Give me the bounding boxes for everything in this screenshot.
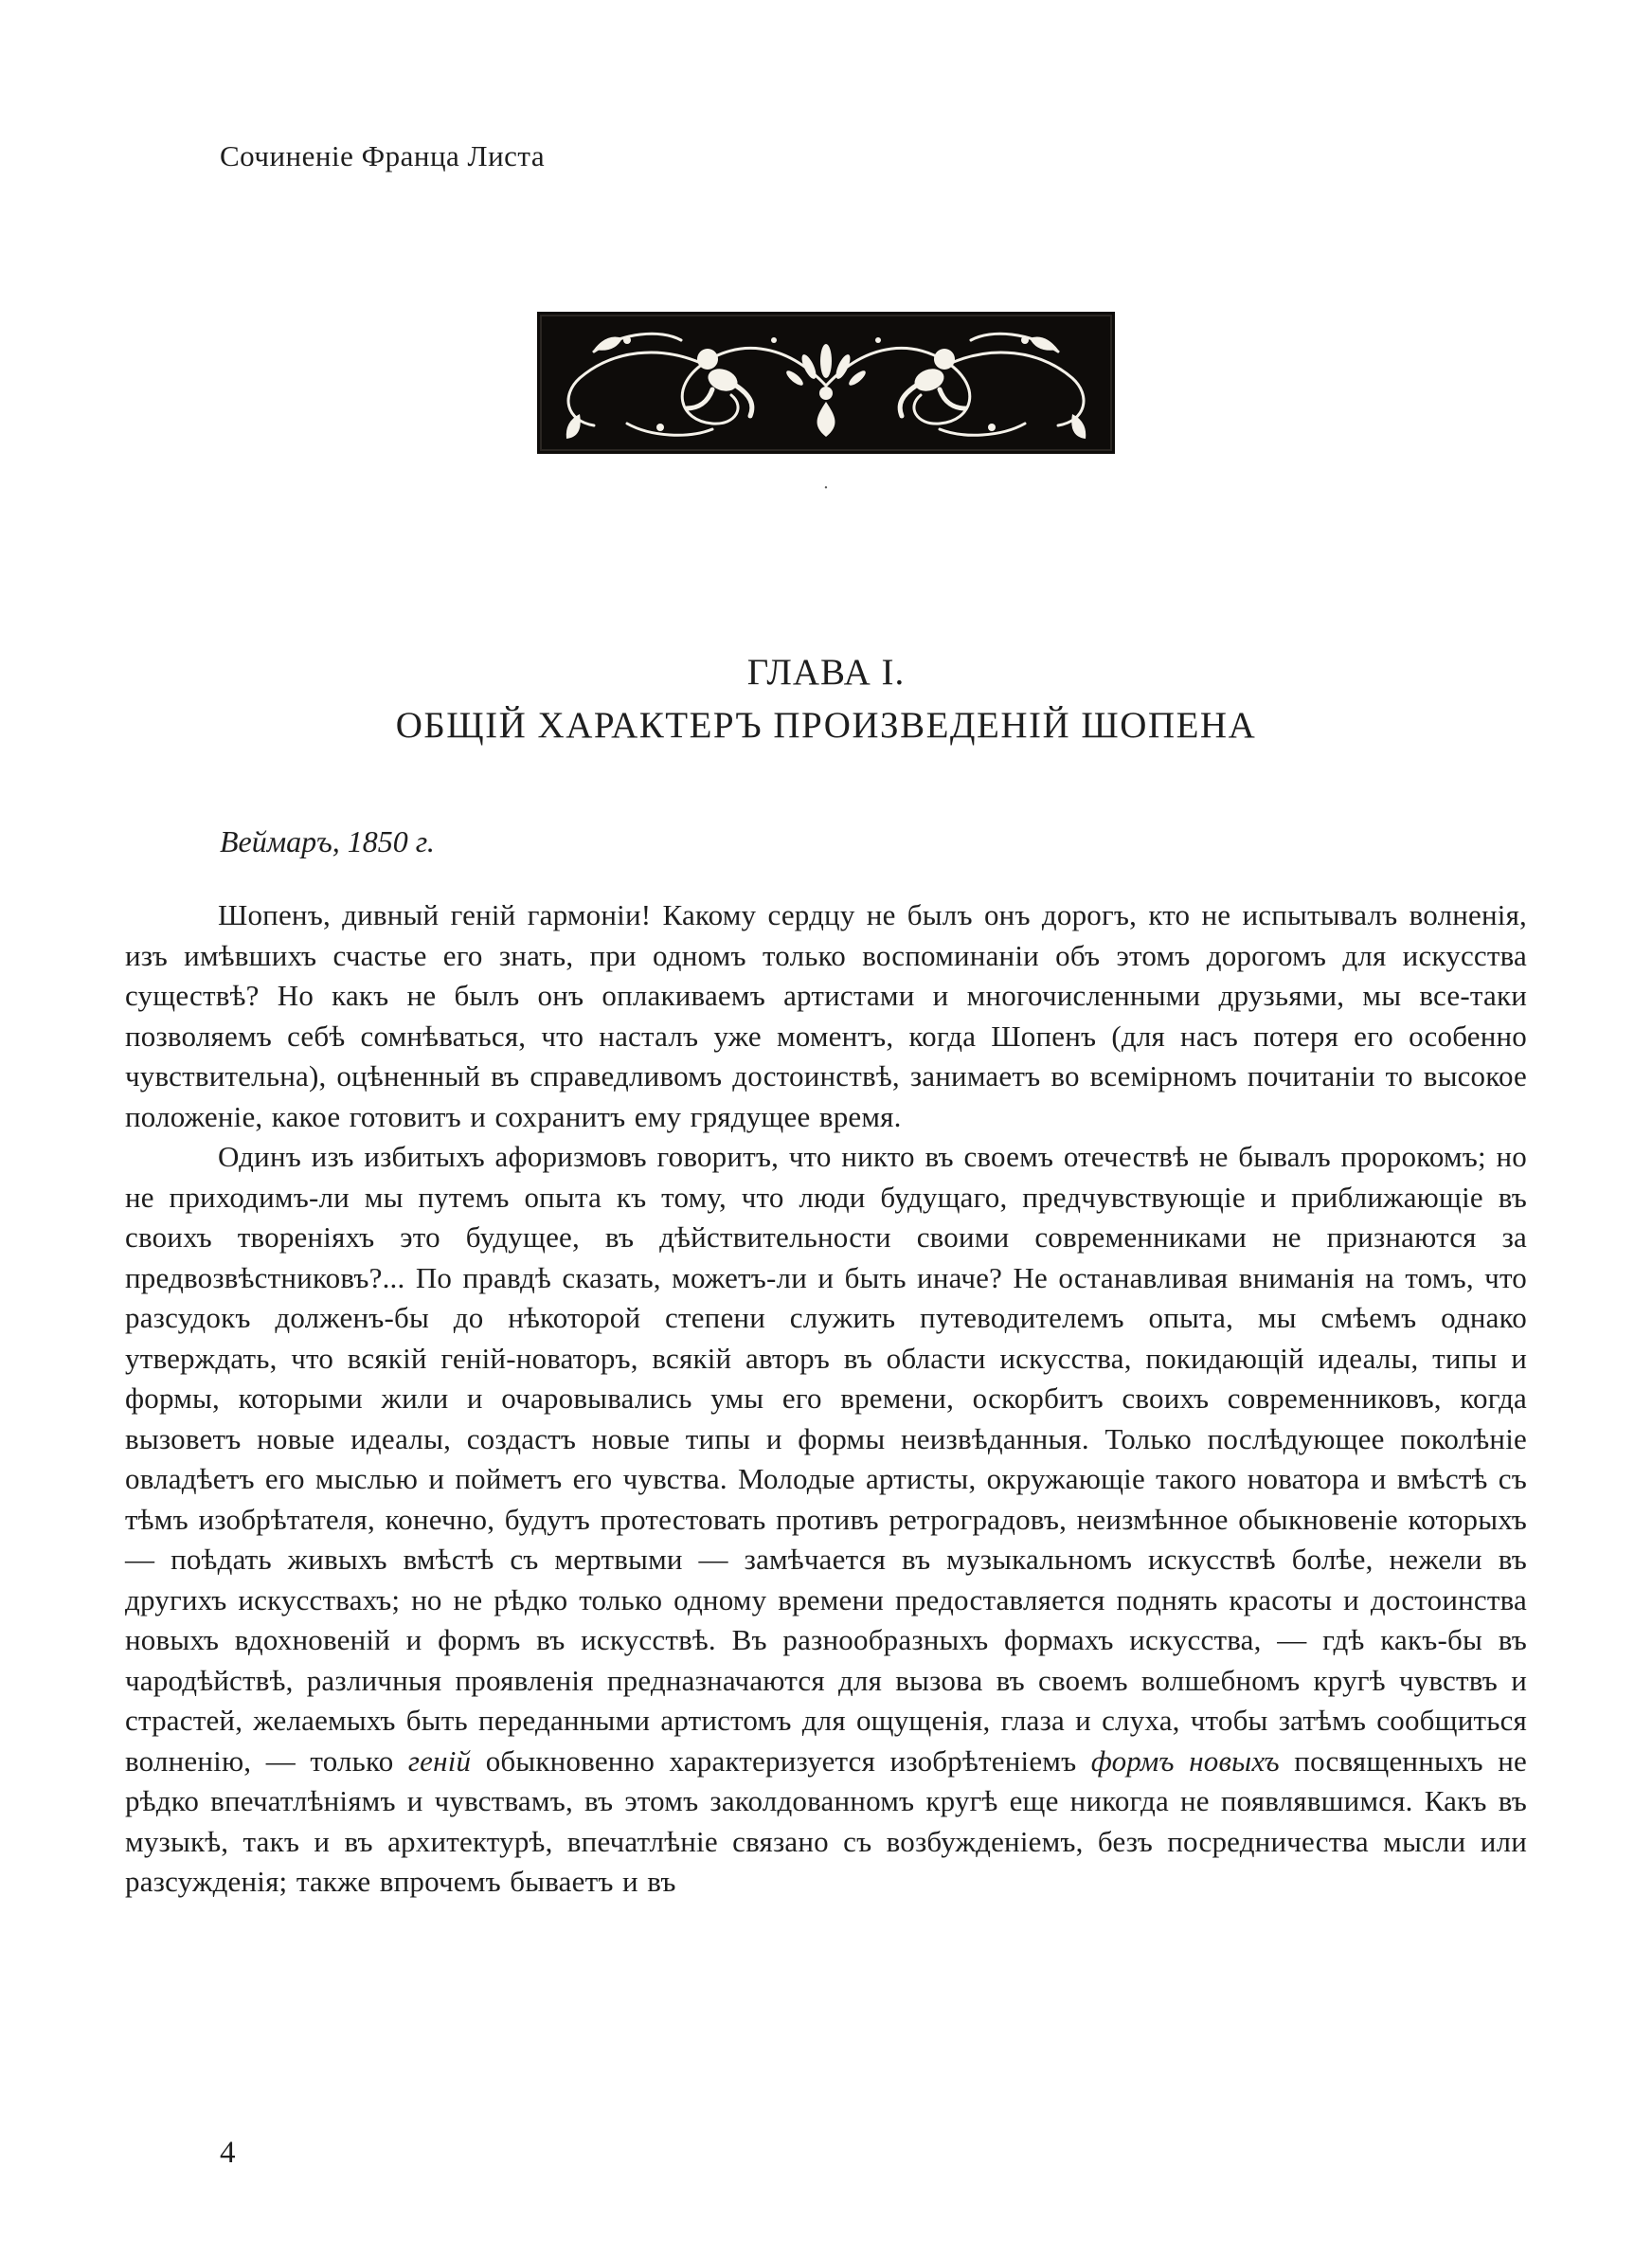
ornament-mark: · <box>822 478 830 498</box>
ornament-container <box>125 312 1527 497</box>
paragraph-2-text: обыкновенно характеризуется изобрѣтеніемъ <box>471 1743 1091 1778</box>
italic-term-form-novyh: формъ новыхъ <box>1090 1743 1280 1778</box>
dateline: Веймаръ, 1850 г. <box>220 824 435 858</box>
page-number: 4 <box>220 2136 236 2170</box>
paragraph-2 <box>125 1137 1527 1903</box>
chapter-heading <box>125 649 1527 749</box>
running-header: Сочиненіе Франца Листа <box>220 139 546 172</box>
italic-term-geniy: геній <box>407 1743 472 1778</box>
paragraph-2-text: Одинъ изъ избитыхъ афоризмовъ говоритъ, что никто въ своемъ отечествѣ не бывалъ пророкомъ; но не приходимъ-ли мы путемъ опыта къ тому, что люди будущаго, предчувствующіе и приближающіе въ своихъ твореніяхъ это будущее, въ дѣйствительности своими современниками не признаются за предвозвѣстниковъ?... По правдѣ сказать, можетъ-ли и быть иначе? Не останавливая вниманія на томъ, что разсудокъ долженъ-бы до нѣкоторой степени служить путеводителемъ опыта, мы смѣемъ однако утверждать, что всякій геній-новаторъ, всякій авторъ въ области искусства, покидающій идеалы, типы и формы, которыми жили и очаровывались умы его времени, оскорбитъ своихъ современниковъ, когда вызоветъ новые идеалы, создастъ новые типы и формы неизвѣданныя. Только послѣдующее поколѣніе овладѣетъ его мыслью и пойметъ его чувства. Молодые артисты, окружающіе такого новатора и вмѣстѣ съ тѣмъ изобрѣтателя, конечно, будутъ протестовать противъ ретроградовъ, неизмѣнное обыкновеніе которыхъ — поѣдать живыхъ вмѣстѣ съ мертвыми — замѣчается въ музыкальномъ искусствѣ болѣе, нежели въ другихъ искусствахъ; но не рѣдко только одному времени предоставляется поднять красоты и достоинства новыхъ вдохновеній и формъ въ искусствѣ. Въ разнообразныхъ формахъ искусства, — гдѣ какъ-бы въ чародѣйствѣ, различныя проявленія предназначаются для вызова въ своемъ волшебномъ кругѣ чувствъ и страстей, желаемыхъ быть переданными артистомъ для ощущенія, глаза и слуха, чтобы затѣмъ сообщиться волненію, — только <box>125 1140 1527 1778</box>
paragraph-2-text: посвященныхъ не рѣдко впечатлѣніямъ и чувствамъ, въ этомъ заколдованномъ кругѣ еще никогда не появлявшимся. Какъ въ музыкѣ, такъ и въ архитектурѣ, впечатлѣніе связано съ возбужденіемъ, безъ посредничества мысли или разсужденія; также впрочемъ бываетъ и въ <box>125 1743 1527 1898</box>
engraved-vignette-image <box>537 312 1115 454</box>
chapter-title: ОБЩІЙ ХАРАКТЕРЪ ПРОИЗВЕДЕНІЙ ШОПЕНА <box>395 705 1257 746</box>
chapter-label: ГЛАВА I. <box>746 652 906 693</box>
paragraph-1: Шопенъ, дивный геній гармоніи! Какому сердцу не былъ онъ дорогъ, кто не испытывалъ волненія, изъ имѣвшихъ счастье его знать, при одномъ только воспоминаніи объ этомъ дорогомъ для искусства существѣ? Но какъ не былъ онъ оплакиваемъ артистами и многочисленными друзьями, мы все-таки позволяемъ себѣ сомнѣваться, что насталъ уже моментъ, когда Шопенъ (для насъ потеря его особенно чувствительна), оцѣненный въ справедливомъ достоинствѣ, занимаетъ во всемірномъ почитаніи то высокое положеніе, какое готовитъ и сохранитъ ему грядущее время. <box>125 898 1527 1133</box>
